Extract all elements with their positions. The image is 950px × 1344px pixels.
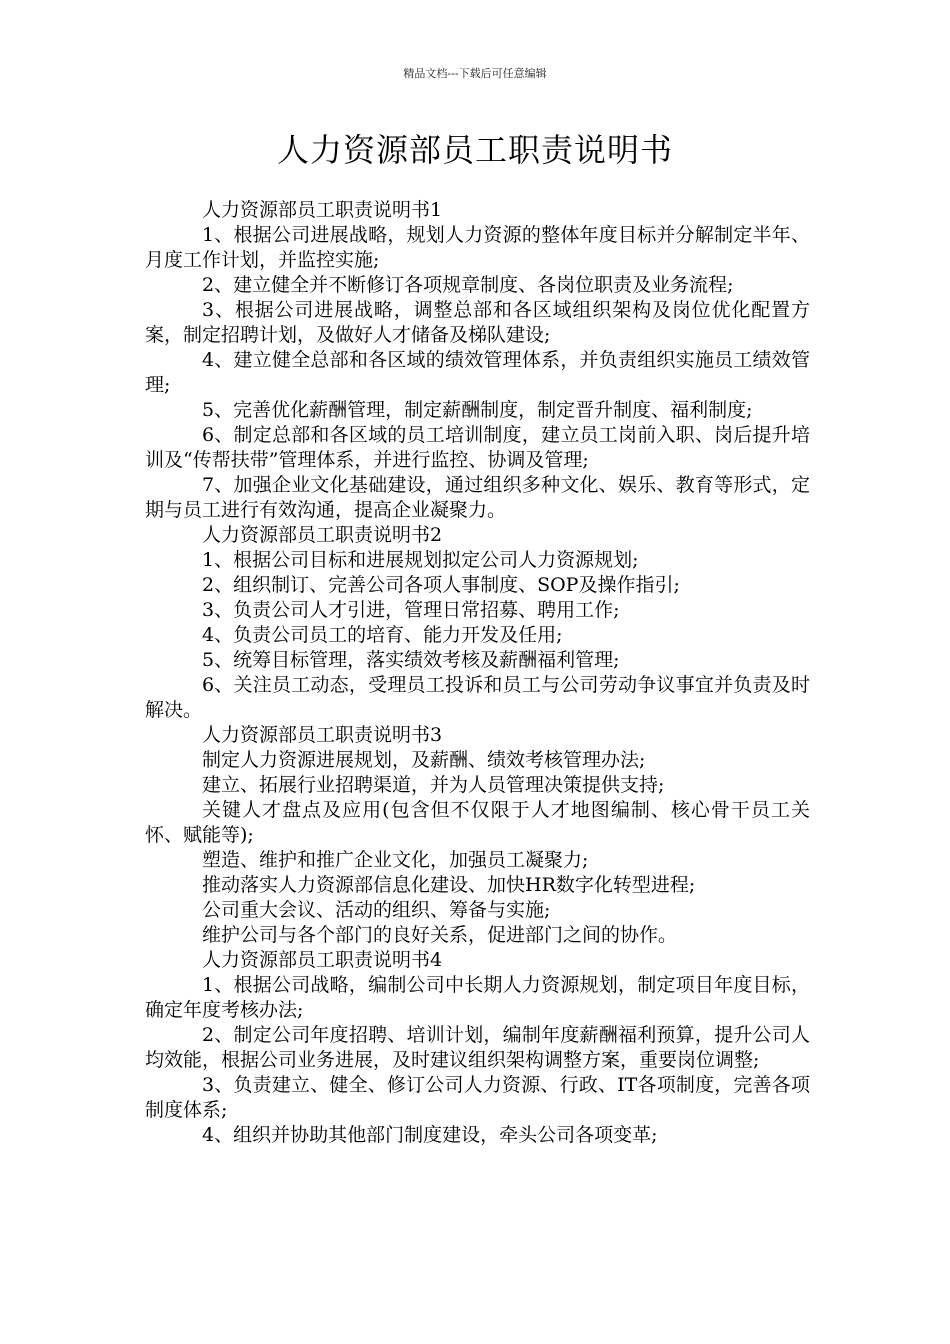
paragraph: 6、制定总部和各区域的员工培训制度，建立员工岗前入职、岗后提升培训及“传帮扶带”管理体系，并进行监控、协调及管理; bbox=[145, 424, 810, 471]
paragraph: 公司重大会议、活动的组织、筹备与实施; bbox=[202, 899, 551, 921]
paragraph: 2、组织制订、完善公司各项人事制度、SOP及操作指引; bbox=[202, 574, 680, 596]
paragraph: 1、根据公司战略，编制公司中长期人力资源规划，制定项目年度目标，确定年度考核办法; bbox=[145, 974, 810, 1021]
paragraph: 4、负责公司员工的培育、能力开发及任用; bbox=[202, 624, 563, 646]
paragraph: 3、负责公司人才引进，管理日常招募、聘用工作; bbox=[202, 599, 620, 621]
paragraph: 2、制定公司年度招聘、培训计划，编制年度薪酬福利预算，提升公司人均效能，根据公司业务进展，及时建议组织架构调整方案，重要岗位调整; bbox=[145, 1024, 810, 1071]
paragraph: 4、建立健全总部和各区域的绩效管理体系，并负责组织实施员工绩效管理; bbox=[145, 349, 810, 396]
paragraph: 维护公司与各个部门的良好关系，促进部门之间的协作。 bbox=[202, 924, 678, 946]
header-note: 精品文档---下载后可任意编辑 bbox=[403, 67, 547, 80]
paragraph: 关键人才盘点及应用(包含但不仅限于人才地图编制、核心骨干员工关怀、赋能等); bbox=[145, 799, 810, 846]
document-title: 人力资源部员工职责说明书 bbox=[276, 131, 673, 169]
section-heading: 人力资源部员工职责说明书2 bbox=[202, 524, 443, 546]
paragraph: 5、统筹目标管理，落实绩效考核及薪酬福利管理; bbox=[202, 649, 620, 671]
paragraph: 塑造、维护和推广企业文化，加强员工凝聚力; bbox=[202, 849, 589, 871]
document-body bbox=[145, 198, 810, 1148]
paragraph: 制定人力资源进展规划，及薪酬、绩效考核管理办法; bbox=[202, 749, 646, 771]
paragraph: 2、建立健全并不断修订各项规章制度、各岗位职责及业务流程; bbox=[202, 274, 734, 296]
paragraph: 建立、拓展行业招聘渠道，并为人员管理决策提供支持; bbox=[202, 774, 665, 796]
section-heading: 人力资源部员工职责说明书3 bbox=[202, 724, 443, 746]
paragraph: 4、组织并协助其他部门制度建设，牵头公司各项变革; bbox=[202, 1124, 658, 1146]
paragraph: 3、负责建立、健全、修订公司人力资源、行政、IT各项制度，完善各项制度体系; bbox=[145, 1074, 810, 1121]
paragraph: 1、根据公司进展战略，规划人力资源的整体年度目标并分解制定半年、月度工作计划，并监控实施; bbox=[145, 224, 810, 271]
paragraph: 6、关注员工动态，受理员工投诉和员工与公司劳动争议事宜并负责及时解决。 bbox=[145, 674, 810, 721]
paragraph: 7、加强企业文化基础建设，通过组织多种文化、娱乐、教育等形式，定期与员工进行有效沟通，提高企业凝聚力。 bbox=[145, 474, 810, 521]
paragraph: 3、根据公司进展战略，调整总部和各区域组织架构及岗位优化配置方案，制定招聘计划，及做好人才储备及梯队建设; bbox=[145, 299, 810, 346]
section-heading: 人力资源部员工职责说明书1 bbox=[202, 199, 443, 221]
paragraph: 5、完善优化薪酬管理，制定薪酬制度，制定晋升制度、福利制度; bbox=[202, 399, 753, 421]
paragraph: 1、根据公司目标和进展规划拟定公司人力资源规划; bbox=[202, 549, 639, 571]
paragraph: 推动落实人力资源部信息化建设、加快HR数字化转型进程; bbox=[202, 874, 696, 896]
section-heading: 人力资源部员工职责说明书4 bbox=[202, 949, 443, 971]
